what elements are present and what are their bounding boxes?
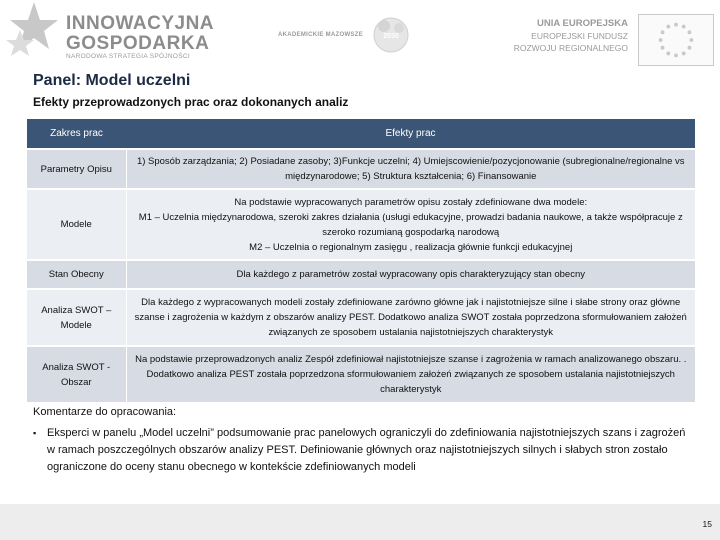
effects-line: M2 – Uczelnia o regionalnym zasięgu , realizacja głównie funkcji edukacyjnej (249, 241, 573, 253)
effects-table (27, 119, 695, 404)
logo-bar (0, 0, 720, 66)
akademickie-year: 2030 (383, 33, 399, 40)
row-scope: Analiza SWOT – Modele (27, 289, 126, 346)
logo-line1: INNOWACYJNA (66, 13, 215, 34)
logo-line2: GOSPODARKA (66, 33, 210, 54)
logo-subtitle: NARODOWA STRATEGIA SPÓJNOŚCI (66, 53, 190, 60)
akademickie-mazowsze-logo-icon (372, 16, 410, 54)
table-row (27, 189, 695, 260)
effects-line: M1 – Uczelnia międzynarodowa, szeroki zakres działania (usługi edukacyjne, prowadzi badania naukowe, a także współpracuje z szeroko rozumianą gospodarką narodową (138, 211, 683, 238)
ue-line2: EUROPEJSKI FUNDUSZ (531, 31, 628, 41)
ue-line3: ROZWOJU REGIONALNEGO (513, 43, 628, 53)
row-scope: Analiza SWOT - Obszar (27, 346, 126, 403)
table-row (27, 149, 695, 189)
row-effects (126, 189, 695, 260)
table-row (27, 289, 695, 346)
comments-title: Komentarze do opracowania: (33, 406, 177, 418)
header-effects: Efekty prac (126, 119, 695, 149)
footer-bar (0, 504, 720, 540)
row-scope: Modele (27, 189, 126, 260)
eu-flag-icon (638, 14, 714, 66)
unia-europejska-text (508, 18, 628, 54)
akademickie-mazowsze-text: AKADEMICKIE MAZOWSZE (278, 32, 363, 38)
innowacyjna-star-logo-icon (0, 0, 62, 64)
page-number: 15 (702, 519, 712, 529)
row-effects: Dla każdego z wypracowanych modeli zostały zdefiniowane zarówno główne jak i najistotniejsze silne i słabe strony oraz główne szanse i zagrożenia w każdym z obszarów analizy PEST. Dodatkowo analiza SWOT została poprzedzona sformułowaniem założeń związanych ze sposobem ustalania najistotniejszych charakterystyk (126, 289, 695, 346)
ue-line1: UNIA EUROPEJSKA (537, 18, 628, 29)
table-row (27, 260, 695, 289)
row-effects: 1) Sposób zarządzania; 2) Posiadane zasoby; 3)Funkcje uczelni; 4) Umiejscowienie/pozycjonowanie (subregionalne/regionalne vs międzynarodowe; 5) Struktura kształcenia; 6) Finansowanie (126, 149, 695, 189)
bullet-square-icon: ▪ (33, 428, 37, 438)
comment-item: Eksperci w panelu „Model uczelni” podsumowanie prac panelowych ograniczyli do zdefiniowania najistotniejszych szans i zagrożeń w ramach poszczególnych obszarów analizy PEST. Definiowanie głównych oraz najistotniejszych silnych i słabych stron zostało ograniczone do oceny stanu obecnego w kontekście zdefiniowanych modeli (47, 427, 686, 473)
comments-list (33, 425, 693, 476)
row-effects: Na podstawie przeprowadzonych analiz Zespół zdefiniował najistotniejsze szanse i zagrożenia w ramach analizowanego obszaru. . Dodatkowo analiza PEST została poprzedzona sformułowaniem założeń związanych ze sposobem ustalania najistotniejszych charakterystyk (126, 346, 695, 403)
table-row (27, 346, 695, 403)
header-scope: Zakres prac (27, 119, 126, 149)
page-title: Panel: Model uczelni (33, 72, 191, 89)
row-scope: Parametry Opisu (27, 149, 126, 189)
effects-line: Na podstawie wypracowanych parametrów opisu zostały zdefiniowane dwa modele: (234, 196, 588, 208)
row-effects: Dla każdego z parametrów został wypracowany opis charakteryzujący stan obecny (126, 260, 695, 289)
table-header-row (27, 119, 695, 149)
innowacyjna-gospodarka-logo (66, 14, 214, 54)
page-subtitle: Efekty przeprowadzonych prac oraz dokonanych analiz (33, 95, 349, 109)
row-scope: Stan Obecny (27, 260, 126, 289)
